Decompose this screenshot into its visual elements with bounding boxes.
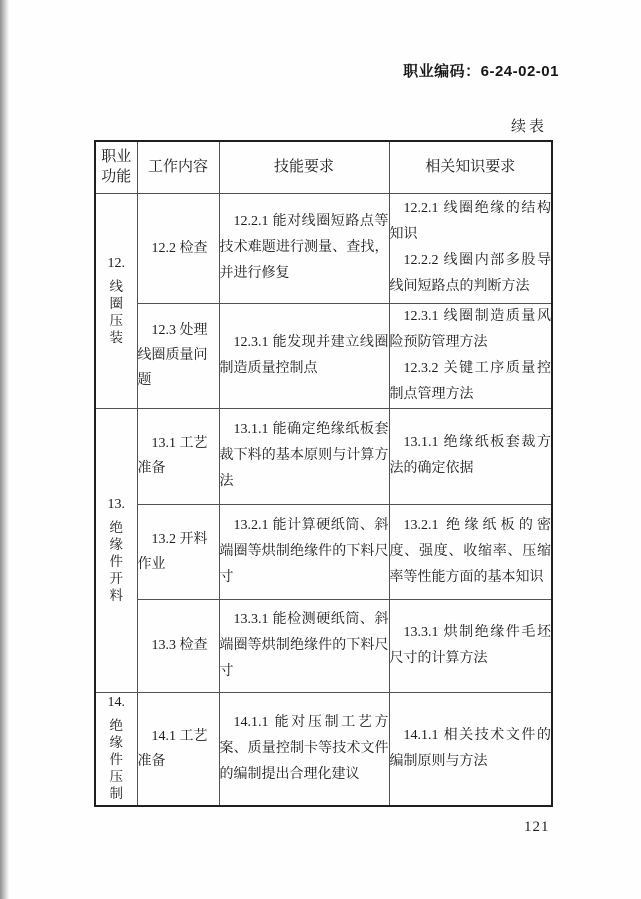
skills-cell [219, 504, 389, 599]
work-item: 12.3 处理线圈质量问题 [137, 323, 208, 388]
knowledge-item: 13.1.1 绝缘纸板套裁方法的确定依据 [389, 435, 551, 476]
knowledge-cell [389, 303, 552, 408]
col-header-work-content: 工作内容 [137, 141, 219, 193]
skill-item: 12.3.1 能发现并建立线圈制造质量控制点 [219, 334, 389, 376]
table-row [95, 599, 552, 692]
function-number: 14. [107, 695, 125, 711]
table-row [95, 408, 552, 504]
col-header-function: 职业功能 [95, 141, 137, 193]
table-row [95, 193, 552, 303]
knowledge-item: 12.2.1 线圈绝缘的结构知识 [389, 201, 551, 242]
knowledge-item: 14.1.1 相关技术文件的编制原则与方法 [389, 727, 551, 769]
col-header-knowledge-requirements: 相关知识要求 [389, 141, 552, 193]
function-name: 绝缘件压制 [109, 718, 123, 802]
skills-cell [219, 692, 389, 806]
function-cell-12 [95, 193, 137, 408]
skill-item: 14.1.1 能对压制工艺方案、质量控制卡等技术文件的编制提出合理化建议 [219, 714, 389, 782]
skill-item: 13.1.1 能确定绝缘纸板套裁下料的基本原则与计算方法 [219, 422, 389, 489]
function-cell-13 [95, 408, 137, 692]
work-item: 14.1 工艺准备 [137, 728, 208, 769]
knowledge-item: 12.3.1 线圈制造质量风险预防管理方法 [389, 308, 551, 350]
table-row [95, 692, 552, 806]
knowledge-item: 13.2.1 绝缘纸板的密度、强度、收缩率、压缩率等性能方面的基本知识 [389, 517, 551, 585]
work-item: 12.2 检查 [151, 240, 208, 256]
knowledge-item: 12.3.2 关键工序质量控制点管理方法 [389, 360, 551, 402]
occupation-code: 职业编码：6-24-02-01 [403, 63, 559, 80]
table-header-row [95, 141, 552, 193]
work-item: 13.1 工艺准备 [137, 436, 208, 476]
function-cell-14 [95, 692, 137, 806]
function-name: 线圈压装 [109, 278, 123, 345]
skill-item: 13.3.1 能检测硬纸筒、斜端圈等烘制绝缘件的下料尺寸 [219, 611, 389, 679]
knowledge-cell [389, 193, 552, 303]
skills-cell [219, 303, 389, 408]
work-cell [137, 193, 219, 303]
work-cell [137, 504, 219, 599]
col-header-skill-requirements: 技能要求 [219, 141, 389, 193]
knowledge-item: 12.2.2 线圈内部多股导线间短路点的判断方法 [389, 253, 551, 294]
work-cell [137, 692, 219, 806]
page-number: 121 [524, 819, 550, 835]
work-cell [137, 408, 219, 504]
continued-table-label: 续表 [510, 119, 547, 135]
knowledge-item: 13.3.1 烘制绝缘件毛坯尺寸的计算方法 [389, 624, 551, 666]
table-row [95, 504, 552, 599]
occupation-standard-table [94, 140, 553, 807]
scan-edge-shadow [0, 0, 9, 899]
skills-cell [219, 193, 389, 303]
knowledge-cell [389, 408, 552, 504]
knowledge-cell [389, 692, 552, 806]
skill-item: 12.2.1 能对线圈短路点等技术难题进行测量、查找，并进行修复 [219, 214, 389, 281]
work-item: 13.2 开料作业 [137, 531, 208, 572]
work-item: 13.3 检查 [151, 638, 208, 653]
skills-cell [219, 408, 389, 504]
work-cell [137, 599, 219, 692]
skills-cell [219, 599, 389, 692]
skill-item: 13.2.1 能计算硬纸筒、斜端圈等烘制绝缘件的下料尺寸 [219, 517, 389, 585]
function-number: 12. [107, 255, 125, 271]
function-number: 13. [107, 496, 125, 512]
table-row [95, 303, 552, 408]
function-name: 绝缘件开料 [109, 519, 123, 603]
knowledge-cell [389, 599, 552, 692]
knowledge-cell [389, 504, 552, 599]
work-cell [137, 303, 219, 408]
